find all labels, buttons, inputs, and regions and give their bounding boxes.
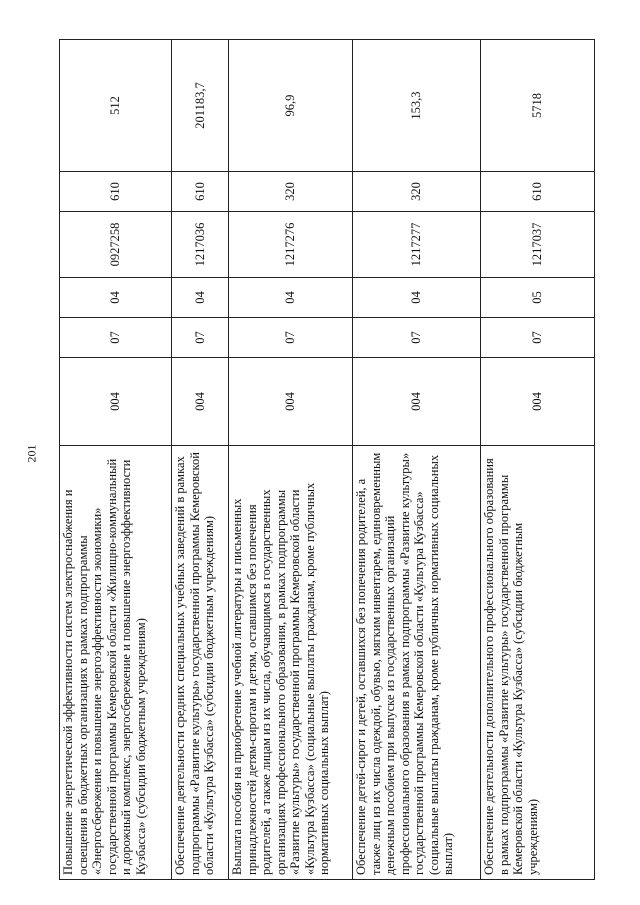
section-code: 07 [481, 318, 595, 358]
table-row [353, 40, 481, 880]
row-description: Выплата пособия на приобретение учебной литературы и письменных принадлежностей детям-сиротам и детям, оставшимся без попечения родителей, а также лицам из их числа, обучающимся в государственных организациях профессионального образования, в рамках подпрограммы «Развитие культуры» государственной программы Кемеровской области «Культура Кузбасса» (социальные выплаты гражданам, кроме публичных нормативных социальных выплат) [229, 446, 353, 880]
expense-type-code: 610 [172, 172, 229, 212]
ministry-code: 004 [229, 358, 353, 446]
budget-table [59, 39, 595, 880]
table-row [60, 40, 172, 880]
subsection-code: 04 [229, 278, 353, 318]
row-description: Обеспечение деятельности средних специальных учебных заведений в рамках подпрограммы «Развитие культуры» государственной программы Кемеровской области «Культура Кузбасса» (субсидии бюджетным учреждениям) [172, 446, 229, 880]
amount-value: 153,3 [353, 40, 481, 172]
row-description: Обеспечение детей-сирот и детей, оставшихся без попечения родителей, а также лиц из их числа одеждой, обувью, мягким инвентарем, единовременным денежным пособием при выпуске из государственных организаций профессионального образования в рамках подпрограммы «Развитие культуры» государственной программы Кемеровской области «Культура Кузбасса» (социальные выплаты гражданам, кроме публичных нормативных социальных выплат) [353, 446, 481, 880]
table-row [229, 40, 353, 880]
expense-type-code: 320 [229, 172, 353, 212]
subsection-code: 04 [353, 278, 481, 318]
ministry-code: 004 [60, 358, 172, 446]
page-number: 201 [24, 444, 39, 463]
target-article-code: 0927258 [60, 212, 172, 278]
section-code: 07 [353, 318, 481, 358]
ministry-code: 004 [481, 358, 595, 446]
target-article-code: 1217036 [172, 212, 229, 278]
section-code: 07 [60, 318, 172, 358]
subsection-code: 04 [172, 278, 229, 318]
row-description: Обеспечение деятельности дополнительного профессионального образования в рамках подпрограммы «Развитие культуры» государственной программы Кемеровской области «Культура Кузбасса» (субсидии бюджетным учреждениям) [481, 446, 595, 880]
target-article-code: 1217276 [229, 212, 353, 278]
table-row [481, 40, 595, 880]
subsection-code: 04 [60, 278, 172, 318]
expense-type-code: 320 [353, 172, 481, 212]
row-description: Повышение энергетической эффективности систем электроснабжения и освещения в бюджетных организациях в рамках подпрограммы «Энергосбережение и повышение энергоэффективности экономики» государственной программы Кемеровской области «Жилищно-коммунальный и дорожный комплекс, энергосбережение и повышение энергоэффективности Кузбасса» (субсидии бюджетным учреждениям) [60, 446, 172, 880]
ministry-code: 004 [172, 358, 229, 446]
target-article-code: 1217277 [353, 212, 481, 278]
amount-value: 201183,7 [172, 40, 229, 172]
subsection-code: 05 [481, 278, 595, 318]
section-code: 07 [172, 318, 229, 358]
expense-type-code: 610 [60, 172, 172, 212]
amount-value: 96,9 [229, 40, 353, 172]
rotated-page-content [59, 40, 594, 880]
expense-type-code: 610 [481, 172, 595, 212]
target-article-code: 1217037 [481, 212, 595, 278]
section-code: 07 [229, 318, 353, 358]
amount-value: 5718 [481, 40, 595, 172]
amount-value: 512 [60, 40, 172, 172]
ministry-code: 004 [353, 358, 481, 446]
table-row [172, 40, 229, 880]
